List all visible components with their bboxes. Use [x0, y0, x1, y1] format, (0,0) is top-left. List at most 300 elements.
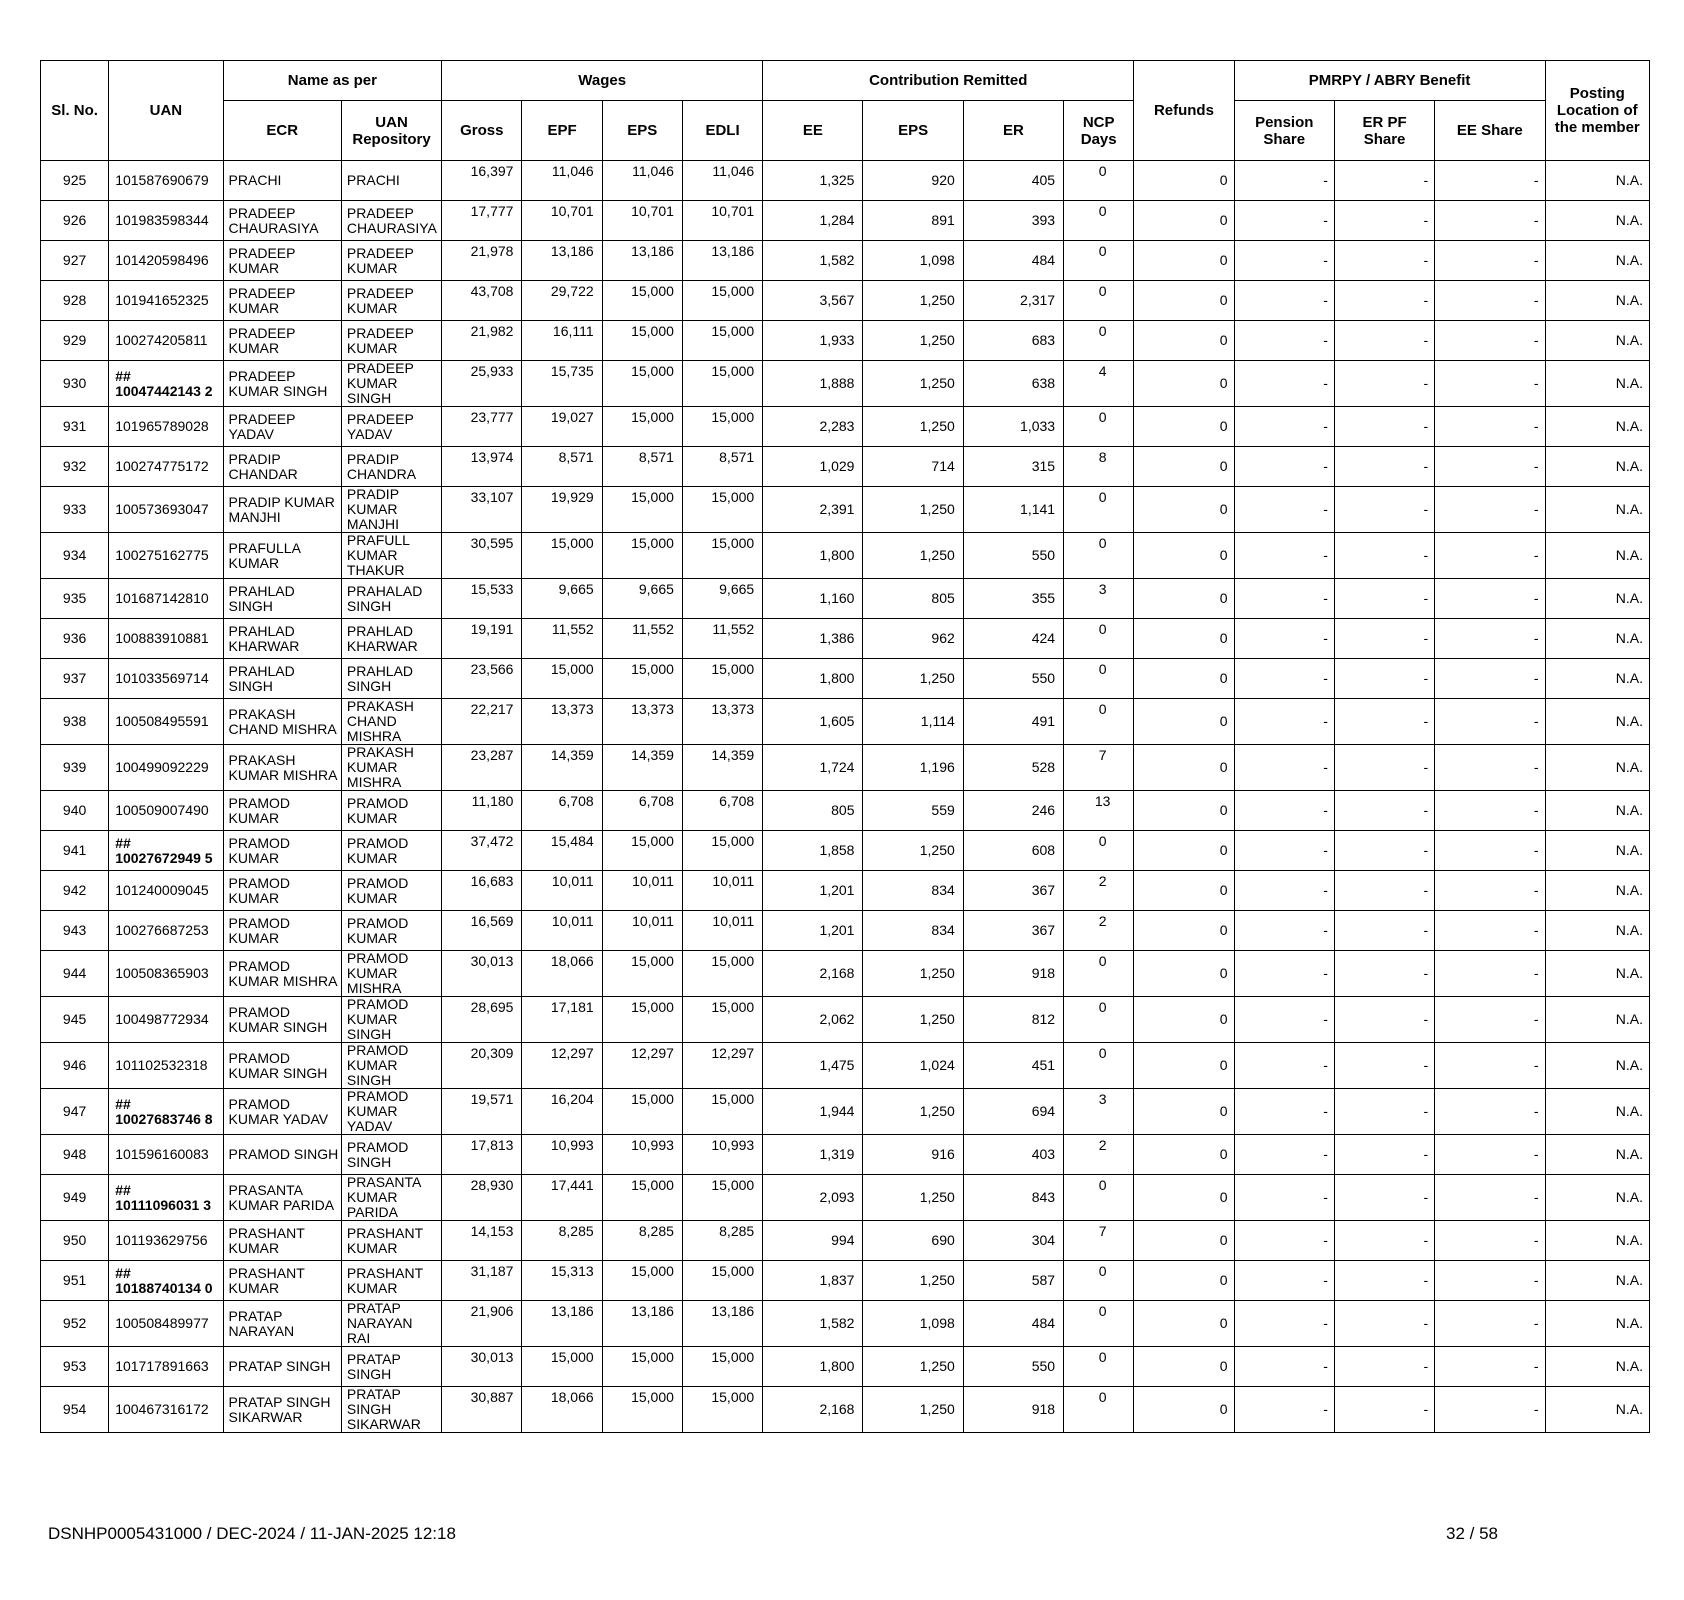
posting-location-cell: N.A.	[1545, 201, 1649, 241]
ee-contribution-cell: 1,029	[763, 447, 863, 487]
ecr-name-cell: PRAMOD KUMAR SINGH	[223, 1043, 341, 1089]
eps-wage-cell: 10,011	[602, 871, 682, 911]
pension-share-cell: -	[1234, 321, 1334, 361]
eps-wage-cell: 15,000	[602, 997, 682, 1043]
ee-contribution-cell: 805	[763, 791, 863, 831]
pension-share-cell: -	[1234, 1089, 1334, 1135]
table-row	[41, 1261, 1650, 1301]
ncp-days-cell: 0	[1064, 321, 1134, 361]
ecr-name-cell: PRAKASH KUMAR MISHRA	[223, 745, 341, 791]
pension-share-cell: -	[1234, 1221, 1334, 1261]
ncp-days-cell: 0	[1064, 1043, 1134, 1089]
repository-name-cell: PRATAP NARAYAN RAI	[341, 1301, 441, 1347]
refunds-cell: 0	[1134, 997, 1234, 1043]
pension-share-cell: -	[1234, 871, 1334, 911]
er-contribution-cell: 246	[963, 791, 1063, 831]
ecr-name-cell: PRAMOD KUMAR	[223, 911, 341, 951]
er-contribution-cell: 1,033	[963, 407, 1063, 447]
er-contribution-cell: 484	[963, 1301, 1063, 1347]
uan-cell: 100499092229	[109, 745, 223, 791]
epf-wage-cell: 18,066	[522, 1387, 602, 1433]
gross-wage-cell: 11,180	[442, 791, 522, 831]
er-contribution-cell: 608	[963, 831, 1063, 871]
serial-number-cell: 944	[41, 951, 109, 997]
ee-share-cell: -	[1435, 791, 1545, 831]
ecr-name-cell: PRADIP CHANDAR	[223, 447, 341, 487]
uan-cell: 101965789028	[109, 407, 223, 447]
ee-contribution-cell: 1,386	[763, 619, 863, 659]
table-row	[41, 1175, 1650, 1221]
serial-number-cell: 946	[41, 1043, 109, 1089]
er-contribution-cell: 355	[963, 579, 1063, 619]
table-row	[41, 161, 1650, 201]
ecr-name-cell: PRAHLAD KHARWAR	[223, 619, 341, 659]
ncp-days-cell: 3	[1064, 1089, 1134, 1135]
ee-share-cell: -	[1435, 699, 1545, 745]
serial-number-cell: 931	[41, 407, 109, 447]
eps-wage-cell: 15,000	[602, 951, 682, 997]
ecr-name-cell: PRASANTA KUMAR PARIDA	[223, 1175, 341, 1221]
edli-wage-cell: 15,000	[682, 407, 762, 447]
refunds-cell: 0	[1134, 361, 1234, 407]
posting-location-cell: N.A.	[1545, 241, 1649, 281]
epf-wage-cell: 10,701	[522, 201, 602, 241]
posting-location-cell: N.A.	[1545, 407, 1649, 447]
serial-number-cell: 928	[41, 281, 109, 321]
ee-share-cell: -	[1435, 831, 1545, 871]
ee-contribution-cell: 1,201	[763, 871, 863, 911]
refunds-cell: 0	[1134, 1175, 1234, 1221]
epf-wage-cell: 16,204	[522, 1089, 602, 1135]
eps-wage-cell: 11,552	[602, 619, 682, 659]
eps-contribution-cell: 714	[863, 447, 963, 487]
er-contribution-cell: 451	[963, 1043, 1063, 1089]
gross-wage-cell: 16,683	[442, 871, 522, 911]
gross-wage-cell: 28,930	[442, 1175, 522, 1221]
repository-name-cell: PRAMOD SINGH	[341, 1135, 441, 1175]
header-eps: EPS	[602, 101, 682, 161]
ee-contribution-cell: 1,582	[763, 1301, 863, 1347]
er-pf-share-cell: -	[1334, 321, 1434, 361]
eps-contribution-cell: 690	[863, 1221, 963, 1261]
table-row	[41, 659, 1650, 699]
posting-location-cell: N.A.	[1545, 161, 1649, 201]
ecr-name-cell: PRAMOD KUMAR YADAV	[223, 1089, 341, 1135]
ee-share-cell: -	[1435, 951, 1545, 997]
er-pf-share-cell: -	[1334, 201, 1434, 241]
gross-wage-cell: 20,309	[442, 1043, 522, 1089]
edli-wage-cell: 8,285	[682, 1221, 762, 1261]
ee-contribution-cell: 1,160	[763, 579, 863, 619]
ee-share-cell: -	[1435, 407, 1545, 447]
er-pf-share-cell: -	[1334, 487, 1434, 533]
ecr-name-cell: PRAKASH CHAND MISHRA	[223, 699, 341, 745]
table-row	[41, 281, 1650, 321]
pension-share-cell: -	[1234, 241, 1334, 281]
ee-share-cell: -	[1435, 659, 1545, 699]
serial-number-cell: 951	[41, 1261, 109, 1301]
refunds-cell: 0	[1134, 1089, 1234, 1135]
ee-contribution-cell: 1,325	[763, 161, 863, 201]
uan-cell: 100508489977	[109, 1301, 223, 1347]
posting-location-cell: N.A.	[1545, 281, 1649, 321]
edli-wage-cell: 15,000	[682, 1387, 762, 1433]
ee-contribution-cell: 1,858	[763, 831, 863, 871]
er-contribution-cell: 683	[963, 321, 1063, 361]
epf-wage-cell: 8,571	[522, 447, 602, 487]
table-row	[41, 871, 1650, 911]
ee-contribution-cell: 1,800	[763, 659, 863, 699]
eps-wage-cell: 10,701	[602, 201, 682, 241]
uan-cell: 100274205811	[109, 321, 223, 361]
uan-cell: 100508365903	[109, 951, 223, 997]
ncp-days-cell: 7	[1064, 745, 1134, 791]
gross-wage-cell: 15,533	[442, 579, 522, 619]
edli-wage-cell: 15,000	[682, 659, 762, 699]
er-contribution-cell: 550	[963, 1347, 1063, 1387]
gross-wage-cell: 23,287	[442, 745, 522, 791]
eps-contribution-cell: 834	[863, 871, 963, 911]
ecr-name-cell: PRADEEP CHAURASIYA	[223, 201, 341, 241]
table-row	[41, 951, 1650, 997]
edli-wage-cell: 15,000	[682, 533, 762, 579]
eps-wage-cell: 15,000	[602, 533, 682, 579]
ee-contribution-cell: 2,062	[763, 997, 863, 1043]
epf-wage-cell: 29,722	[522, 281, 602, 321]
ee-share-cell: -	[1435, 201, 1545, 241]
serial-number-cell: 936	[41, 619, 109, 659]
eps-contribution-cell: 1,196	[863, 745, 963, 791]
ee-share-cell: -	[1435, 1089, 1545, 1135]
er-pf-share-cell: -	[1334, 241, 1434, 281]
eps-contribution-cell: 1,250	[863, 487, 963, 533]
refunds-cell: 0	[1134, 533, 1234, 579]
uan-cell: 101596160083	[109, 1135, 223, 1175]
er-pf-share-cell: -	[1334, 831, 1434, 871]
uan-cell: 101587690679	[109, 161, 223, 201]
ncp-days-cell: 2	[1064, 1135, 1134, 1175]
posting-location-cell: N.A.	[1545, 951, 1649, 997]
edli-wage-cell: 13,186	[682, 241, 762, 281]
eps-wage-cell: 10,993	[602, 1135, 682, 1175]
serial-number-cell: 948	[41, 1135, 109, 1175]
ee-share-cell: -	[1435, 281, 1545, 321]
ncp-days-cell: 0	[1064, 659, 1134, 699]
ecr-name-cell: PRASHANT KUMAR	[223, 1221, 341, 1261]
ncp-days-cell: 7	[1064, 1221, 1134, 1261]
gross-wage-cell: 21,982	[442, 321, 522, 361]
header-ecr: ECR	[223, 101, 341, 161]
ee-share-cell: -	[1435, 911, 1545, 951]
gross-wage-cell: 23,777	[442, 407, 522, 447]
er-pf-share-cell: -	[1334, 533, 1434, 579]
header-ee: EE	[763, 101, 863, 161]
serial-number-cell: 952	[41, 1301, 109, 1347]
repository-name-cell: PRADIP CHANDRA	[341, 447, 441, 487]
epf-wage-cell: 18,066	[522, 951, 602, 997]
pension-share-cell: -	[1234, 997, 1334, 1043]
uan-cell: 101717891663	[109, 1347, 223, 1387]
edli-wage-cell: 14,359	[682, 745, 762, 791]
ee-contribution-cell: 2,168	[763, 951, 863, 997]
posting-location-cell: N.A.	[1545, 791, 1649, 831]
er-contribution-cell: 550	[963, 659, 1063, 699]
epf-wage-cell: 15,000	[522, 533, 602, 579]
ee-share-cell: -	[1435, 1347, 1545, 1387]
uan-cell: ## 10188740134 0	[109, 1261, 223, 1301]
table-row	[41, 321, 1650, 361]
serial-number-cell: 927	[41, 241, 109, 281]
eps-contribution-cell: 1,250	[863, 281, 963, 321]
gross-wage-cell: 19,191	[442, 619, 522, 659]
uan-cell: ## 10111096031 3	[109, 1175, 223, 1221]
pension-share-cell: -	[1234, 281, 1334, 321]
table-row	[41, 533, 1650, 579]
epf-wage-cell: 9,665	[522, 579, 602, 619]
epf-wage-cell: 10,993	[522, 1135, 602, 1175]
table-row	[41, 1347, 1650, 1387]
ee-share-cell: -	[1435, 241, 1545, 281]
edli-wage-cell: 15,000	[682, 281, 762, 321]
eps-contribution-cell: 559	[863, 791, 963, 831]
pension-share-cell: -	[1234, 533, 1334, 579]
eps-wage-cell: 15,000	[602, 361, 682, 407]
ncp-days-cell: 0	[1064, 241, 1134, 281]
pension-share-cell: -	[1234, 1175, 1334, 1221]
posting-location-cell: N.A.	[1545, 361, 1649, 407]
ecr-name-cell: PRAMOD KUMAR	[223, 871, 341, 911]
edli-wage-cell: 15,000	[682, 321, 762, 361]
uan-cell: 100509007490	[109, 791, 223, 831]
table-row	[41, 201, 1650, 241]
posting-location-cell: N.A.	[1545, 1387, 1649, 1433]
repository-name-cell: PRASANTA KUMAR PARIDA	[341, 1175, 441, 1221]
posting-location-cell: N.A.	[1545, 745, 1649, 791]
ee-share-cell: -	[1435, 619, 1545, 659]
uan-cell: ## 10027672949 5	[109, 831, 223, 871]
serial-number-cell: 934	[41, 533, 109, 579]
table-row	[41, 745, 1650, 791]
table-row	[41, 831, 1650, 871]
ecr-name-cell: PRAMOD KUMAR	[223, 831, 341, 871]
ee-share-cell: -	[1435, 321, 1545, 361]
ee-share-cell: -	[1435, 1387, 1545, 1433]
posting-location-cell: N.A.	[1545, 659, 1649, 699]
gross-wage-cell: 21,906	[442, 1301, 522, 1347]
refunds-cell: 0	[1134, 1347, 1234, 1387]
header-name-as-per: Name as per	[223, 61, 442, 101]
header-gross: Gross	[442, 101, 522, 161]
ee-contribution-cell: 1,933	[763, 321, 863, 361]
table-row	[41, 1135, 1650, 1175]
edli-wage-cell: 15,000	[682, 1347, 762, 1387]
refunds-cell: 0	[1134, 579, 1234, 619]
ecr-name-cell: PRAFULLA KUMAR	[223, 533, 341, 579]
header-ncp-days: NCP Days	[1064, 101, 1134, 161]
uan-cell: 101983598344	[109, 201, 223, 241]
header-wages: Wages	[442, 61, 763, 101]
ee-contribution-cell: 3,567	[763, 281, 863, 321]
er-pf-share-cell: -	[1334, 1043, 1434, 1089]
edli-wage-cell: 15,000	[682, 831, 762, 871]
ecr-name-cell: PRAHLAD SINGH	[223, 579, 341, 619]
pension-share-cell: -	[1234, 699, 1334, 745]
ecr-name-cell: PRATAP NARAYAN	[223, 1301, 341, 1347]
refunds-cell: 0	[1134, 487, 1234, 533]
epf-wage-cell: 13,186	[522, 241, 602, 281]
epf-wage-cell: 15,484	[522, 831, 602, 871]
uan-cell: 101033569714	[109, 659, 223, 699]
pension-share-cell: -	[1234, 407, 1334, 447]
edli-wage-cell: 11,046	[682, 161, 762, 201]
ee-share-cell: -	[1435, 745, 1545, 791]
header-pension-share: Pension Share	[1234, 101, 1334, 161]
serial-number-cell: 949	[41, 1175, 109, 1221]
eps-wage-cell: 15,000	[602, 1089, 682, 1135]
repository-name-cell: PRAHALAD SINGH	[341, 579, 441, 619]
gross-wage-cell: 17,777	[442, 201, 522, 241]
refunds-cell: 0	[1134, 1135, 1234, 1175]
ncp-days-cell: 0	[1064, 831, 1134, 871]
gross-wage-cell: 14,153	[442, 1221, 522, 1261]
er-contribution-cell: 638	[963, 361, 1063, 407]
gross-wage-cell: 31,187	[442, 1261, 522, 1301]
ncp-days-cell: 0	[1064, 699, 1134, 745]
uan-cell: 101941652325	[109, 281, 223, 321]
pension-share-cell: -	[1234, 951, 1334, 997]
ee-contribution-cell: 1,800	[763, 1347, 863, 1387]
eps-contribution-cell: 1,250	[863, 361, 963, 407]
epf-wage-cell: 16,111	[522, 321, 602, 361]
pension-share-cell: -	[1234, 487, 1334, 533]
ee-contribution-cell: 2,093	[763, 1175, 863, 1221]
ee-contribution-cell: 994	[763, 1221, 863, 1261]
gross-wage-cell: 16,397	[442, 161, 522, 201]
er-pf-share-cell: -	[1334, 447, 1434, 487]
refunds-cell: 0	[1134, 831, 1234, 871]
eps-wage-cell: 13,186	[602, 1301, 682, 1347]
er-pf-share-cell: -	[1334, 619, 1434, 659]
serial-number-cell: 954	[41, 1387, 109, 1433]
epf-wage-cell: 13,373	[522, 699, 602, 745]
eps-wage-cell: 12,297	[602, 1043, 682, 1089]
ecr-name-cell: PRACHI	[223, 161, 341, 201]
edli-wage-cell: 11,552	[682, 619, 762, 659]
ecr-name-cell: PRATAP SINGH SIKARWAR	[223, 1387, 341, 1433]
ee-share-cell: -	[1435, 1043, 1545, 1089]
repository-name-cell: PRATAP SINGH SIKARWAR	[341, 1387, 441, 1433]
eps-contribution-cell: 920	[863, 161, 963, 201]
pension-share-cell: -	[1234, 1043, 1334, 1089]
ee-contribution-cell: 1,284	[763, 201, 863, 241]
posting-location-cell: N.A.	[1545, 1175, 1649, 1221]
ee-contribution-cell: 2,283	[763, 407, 863, 447]
er-pf-share-cell: -	[1334, 871, 1434, 911]
ncp-days-cell: 4	[1064, 361, 1134, 407]
ncp-days-cell: 0	[1064, 1387, 1134, 1433]
uan-cell: 100274775172	[109, 447, 223, 487]
edli-wage-cell: 13,186	[682, 1301, 762, 1347]
eps-contribution-cell: 834	[863, 911, 963, 951]
repository-name-cell: PRAMOD KUMAR	[341, 831, 441, 871]
gross-wage-cell: 22,217	[442, 699, 522, 745]
gross-wage-cell: 43,708	[442, 281, 522, 321]
er-contribution-cell: 694	[963, 1089, 1063, 1135]
ee-share-cell: -	[1435, 871, 1545, 911]
er-contribution-cell: 918	[963, 951, 1063, 997]
posting-location-cell: N.A.	[1545, 487, 1649, 533]
table-row	[41, 487, 1650, 533]
epf-wage-cell: 19,929	[522, 487, 602, 533]
eps-wage-cell: 14,359	[602, 745, 682, 791]
serial-number-cell: 943	[41, 911, 109, 951]
refunds-cell: 0	[1134, 1221, 1234, 1261]
epf-wage-cell: 15,000	[522, 1347, 602, 1387]
ncp-days-cell: 0	[1064, 487, 1134, 533]
eps-contribution-cell: 891	[863, 201, 963, 241]
eps-contribution-cell: 1,250	[863, 1347, 963, 1387]
posting-location-cell: N.A.	[1545, 1043, 1649, 1089]
edli-wage-cell: 15,000	[682, 361, 762, 407]
serial-number-cell: 953	[41, 1347, 109, 1387]
refunds-cell: 0	[1134, 951, 1234, 997]
gross-wage-cell: 30,013	[442, 951, 522, 997]
eps-wage-cell: 10,011	[602, 911, 682, 951]
header-sl-no: Sl. No.	[41, 61, 109, 161]
header-er-pf-share: ER PF Share	[1334, 101, 1434, 161]
refunds-cell: 0	[1134, 1261, 1234, 1301]
gross-wage-cell: 13,974	[442, 447, 522, 487]
er-pf-share-cell: -	[1334, 1301, 1434, 1347]
ee-share-cell: -	[1435, 447, 1545, 487]
ee-contribution-cell: 2,168	[763, 1387, 863, 1433]
repository-name-cell: PRAHLAD SINGH	[341, 659, 441, 699]
ncp-days-cell: 8	[1064, 447, 1134, 487]
ncp-days-cell: 0	[1064, 1261, 1134, 1301]
posting-location-cell: N.A.	[1545, 699, 1649, 745]
table-row	[41, 911, 1650, 951]
eps-wage-cell: 15,000	[602, 1261, 682, 1301]
edli-wage-cell: 8,571	[682, 447, 762, 487]
header-contribution-remitted: Contribution Remitted	[763, 61, 1134, 101]
er-contribution-cell: 550	[963, 533, 1063, 579]
eps-wage-cell: 15,000	[602, 281, 682, 321]
ee-contribution-cell: 1,837	[763, 1261, 863, 1301]
table-row	[41, 997, 1650, 1043]
er-pf-share-cell: -	[1334, 699, 1434, 745]
uan-cell: ## 10027683746 8	[109, 1089, 223, 1135]
refunds-cell: 0	[1134, 1043, 1234, 1089]
uan-cell: 101102532318	[109, 1043, 223, 1089]
table-row	[41, 791, 1650, 831]
serial-number-cell: 938	[41, 699, 109, 745]
posting-location-cell: N.A.	[1545, 1135, 1649, 1175]
ncp-days-cell: 0	[1064, 951, 1134, 997]
pension-share-cell: -	[1234, 361, 1334, 407]
serial-number-cell: 941	[41, 831, 109, 871]
refunds-cell: 0	[1134, 407, 1234, 447]
repository-name-cell: PRAKASH CHAND MISHRA	[341, 699, 441, 745]
edli-wage-cell: 15,000	[682, 1089, 762, 1135]
gross-wage-cell: 30,887	[442, 1387, 522, 1433]
er-pf-share-cell: -	[1334, 361, 1434, 407]
ecr-name-cell: PRADEEP YADAV	[223, 407, 341, 447]
gross-wage-cell: 16,569	[442, 911, 522, 951]
posting-location-cell: N.A.	[1545, 911, 1649, 951]
posting-location-cell: N.A.	[1545, 619, 1649, 659]
uan-cell: ## 10047442143 2	[109, 361, 223, 407]
edli-wage-cell: 15,000	[682, 1175, 762, 1221]
